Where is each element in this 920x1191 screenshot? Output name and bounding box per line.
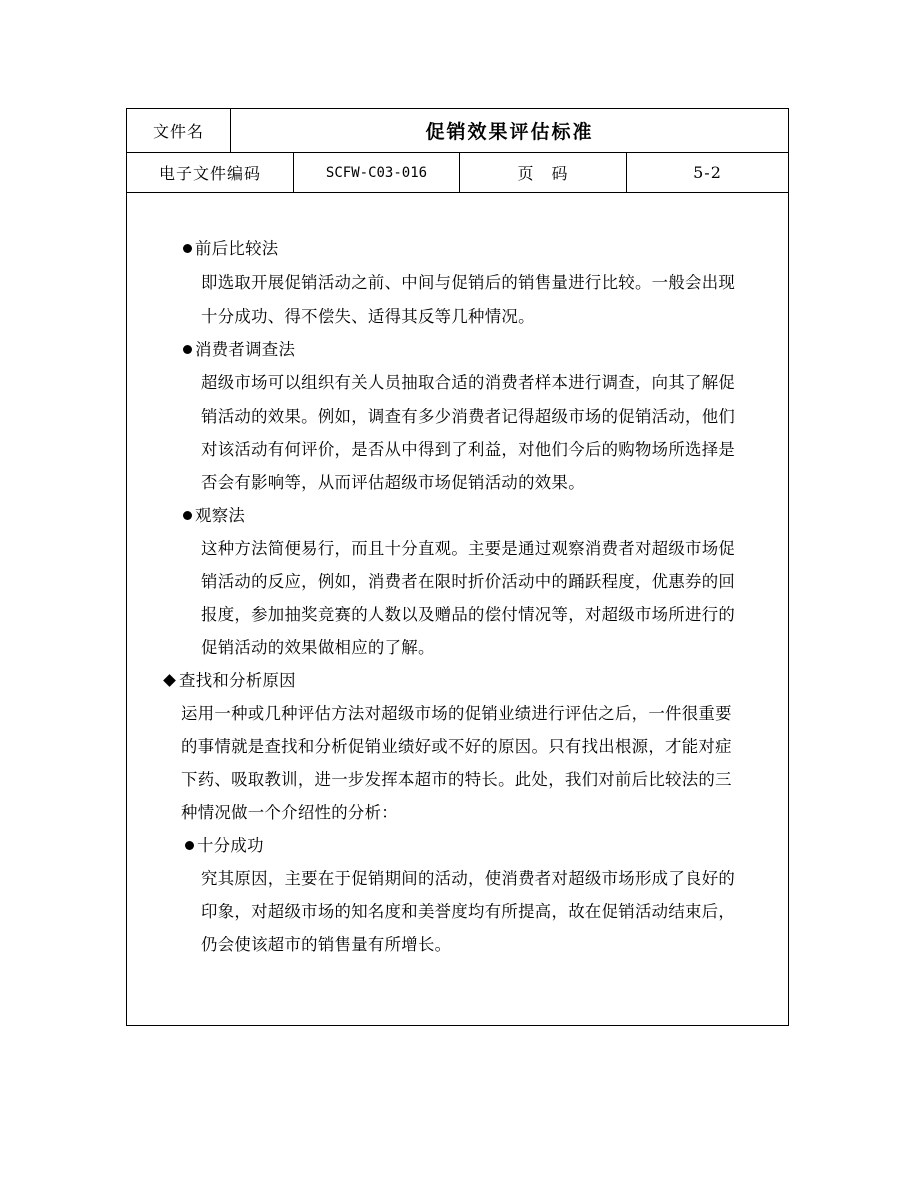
- document-body: [127, 193, 788, 1025]
- header-row-title: [127, 109, 788, 153]
- section-heading: 前后比较法: [183, 235, 278, 259]
- bullet-dot-icon: [183, 345, 192, 354]
- document-title: 促销效果评估标准: [425, 121, 594, 143]
- page-label: 页 码: [460, 153, 627, 192]
- document-frame: [126, 108, 789, 1026]
- paragraph-line: 否会有影响等，从而评估超级市场促销活动的效果。: [201, 473, 585, 492]
- paragraph-line: 促销活动的效果做相应的了解。: [201, 638, 435, 657]
- bullet-dot-icon: [185, 841, 194, 850]
- section-heading: 观察法: [183, 502, 245, 526]
- header-row-meta: [127, 153, 788, 193]
- paragraph-line: 运用一种或几种评估方法对超级市场的促销业绩进行评估之后，一件很重要: [181, 704, 732, 723]
- file-name-label: 文件名: [127, 109, 231, 152]
- page-value: 5-2: [693, 163, 722, 182]
- section-heading: 消费者调查法: [183, 336, 295, 360]
- paragraph-line: 超级市场可以组织有关人员抽取合适的消费者样本进行调查，向其了解促: [201, 373, 736, 392]
- paragraph-line: 这种方法简便易行，而且十分直观。主要是通过观察消费者对超级市场促: [201, 539, 736, 558]
- diamond-bullet-icon: [163, 674, 176, 687]
- section-heading: 十分成功: [185, 832, 264, 856]
- paragraph-line: 销活动的效果。例如，调查有多少消费者记得超级市场的促销活动，他们: [201, 407, 736, 426]
- bullet-dot-icon: [183, 511, 192, 520]
- section-heading: 查找和分析原因: [163, 667, 296, 691]
- code-value: SCFW-C03-016: [294, 153, 460, 192]
- paragraph-line: 销活动的反应，例如，消费者在限时折价活动中的踊跃程度，优惠券的回: [201, 572, 736, 591]
- paragraph-line: 十分成功、得不偿失、适得其反等几种情况。: [201, 307, 535, 326]
- paragraph-line: 种情况做一个介绍性的分析：: [181, 803, 398, 822]
- code-label: 电子文件编码: [127, 153, 294, 192]
- paragraph-line: 仍会使该超市的销售量有所增长。: [201, 935, 452, 954]
- paragraph-line: 对该活动有何评价，是否从中得到了利益，对他们今后的购物场所选择是: [201, 440, 736, 459]
- paragraph-line: 报度，参加抽奖竞赛的人数以及赠品的偿付情况等，对超级市场所进行的: [201, 605, 736, 624]
- bullet-dot-icon: [183, 244, 192, 253]
- paragraph-line: 印象，对超级市场的知名度和美誉度均有所提高，故在促销活动结束后，: [201, 902, 736, 921]
- paragraph-line: 即选取开展促销活动之前、中间与促销后的销售量进行比较。一般会出现: [201, 273, 736, 292]
- paragraph-line: 下药、吸取教训，进一步发挥本超市的特长。此处，我们对前后比较法的三: [181, 770, 732, 789]
- paragraph-line: 的事情就是查找和分析促销业绩好或不好的原因。只有找出根源，才能对症: [181, 737, 732, 756]
- paragraph-line: 究其原因，主要在于促销期间的活动，使消费者对超级市场形成了良好的: [201, 869, 736, 888]
